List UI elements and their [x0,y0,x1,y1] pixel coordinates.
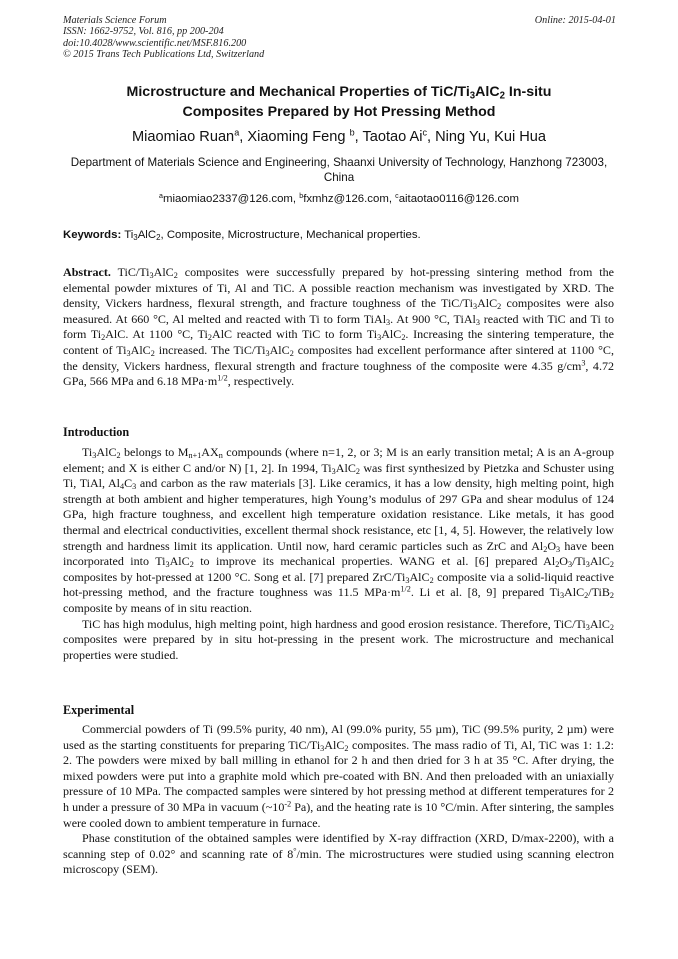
text-run: AlC [130,342,151,357]
text-run: was first synthesized by Pietzka and Schuster using Ti, TiAl, Al [63,460,614,491]
superscript: 3 [581,358,586,368]
text-run: to improve its mechanical properties. WANG et al. [6] prepared Al [193,554,556,569]
subscript: 3 [559,591,565,601]
subscript: 2 [101,333,106,343]
email-mark: c [395,192,399,200]
text-run: Ti [82,445,93,459]
subscript: 3 [126,349,131,359]
text-run: composites by hot-pressed at 1200 °C. Song et al. [7] prepared ZrC/Ti [63,569,406,584]
text-run: AlC [409,569,430,584]
author-list [63,128,615,146]
superscript: 1/2 [217,373,228,383]
text-run: belongs to M [120,445,189,459]
author-mark: c [422,127,428,138]
online-date: Online: 2015-04-01 [534,15,616,26]
keyword-subscript: 3 [133,232,138,242]
title-text: AlC [475,84,500,100]
text-run: AlC [564,585,585,600]
text-run: AlC [589,616,610,631]
subscript: 3 [132,482,137,492]
text-run: /Ti [572,554,586,569]
text-run: /TiB [588,585,610,600]
subscript: 2 [116,451,121,461]
superscript: 1/2 [400,584,411,594]
text-run: TiC has high modulus, high melting point, high hardness and good erosion resistance. Therefore, TiC/Ti [82,616,586,631]
journal-issn: ISSN: 1662-9752, Vol. 816, pp 200-204 [63,26,224,38]
subscript: 3 [149,271,154,281]
text-run: Pa), and the heating rate is 10 °C/min. After sintering, the samples were cooled down to ambient temperature in furnace. [63,799,614,830]
text-run: have been incorporated into Ti [63,538,615,569]
text-run: composite via a solid-liquid reactive hot-pressing method, and the fracture toughness was 11.5 MPa·m [63,569,614,600]
journal-copyright: © 2015 Trans Tech Publications Ltd, Switzerland [63,48,265,60]
keyword-subscript: 2 [156,232,161,242]
text-run: . Increasing the sintering temperature, the content of Ti [63,327,614,357]
email-mark: b [299,192,304,200]
text-run: , respectively. [227,374,295,389]
abstract [63,265,614,390]
subscript: 3 [331,466,336,476]
subscript: 3 [585,622,590,632]
subscript: 3 [320,743,325,753]
subscript: 2 [173,271,178,281]
subscript: 2 [584,591,589,601]
experimental-paragraph-1 [63,722,614,831]
subscript: 3 [556,544,561,554]
subscript: 2 [189,560,194,570]
email-mark: a [159,192,163,200]
subscript: 3 [265,349,270,359]
text-run: O [547,538,557,553]
subscript: 3 [585,560,590,570]
author-name: Miaomiao Ruan [131,129,235,145]
text-run: AlC [269,342,290,357]
subscript: 3 [567,560,573,570]
text-run: AlC [477,296,498,311]
text-run: AX [201,445,219,459]
email-list [63,192,615,207]
author-mark: a [234,127,240,138]
text-run: composites. The mass radio of Ti, Al, TiC was 1: 1.2: 2. The powders were mixed by ball milling in ethanol for 2 h and then dried for 3 h at 35 °C. After drying, the mixed powders were put into a graphite mold which pre-coated with BN. And then preloaded with an uniaxially pressure of 10 MPa. The compacted samples were sintered by hot pressing method at different temperatures for 2 h under a pressure of 30 MPa in vacuum (~10 [63,737,614,814]
text-run: . Li et al. [8, 9] prepared Ti [410,585,560,600]
text-run: , 4.72 GPa, 566 MPa and 6.18 MPa·m [63,358,614,389]
text-run: composite by means of in situ reaction. [63,600,253,615]
subscript: 2 [609,591,614,601]
email-address[interactable]: miaomiao2337@126.com, [162,193,300,205]
text-run: compounds (where n=1, 2, or 3; M is an early transition metal; A is an A-group element; and X is either C and/or N) [1, 2]. In 1994, Ti [63,445,614,475]
subscript: 2 [609,560,614,570]
introduction-heading: Introduction [63,425,130,439]
keyword-text: Ti [121,229,134,241]
text-run: AlC reacted with TiC to form Ti [212,327,378,342]
text-run: C [124,476,133,491]
subscript: 2 [355,466,360,476]
subscript: 3 [472,302,478,312]
text-run: AlC [96,445,117,459]
author-name: , Xiaoming Feng [239,129,350,145]
text-run: AlC [169,554,190,569]
superscript: -2 [284,799,292,809]
keywords [63,228,615,243]
subscript: 3 [386,317,391,327]
subscript: 3 [92,451,97,461]
subscript: n+1 [188,451,202,461]
journal-header [63,15,264,60]
subscript: 2 [609,622,614,632]
text-run: . At 900 °C, TiAl [390,311,476,326]
subscript: 2 [150,349,155,359]
journal-name: Materials Science Forum [63,15,167,26]
subscript: 2 [289,349,294,359]
subscript: n [218,451,223,461]
title-subscript: 3 [469,90,476,102]
title-line-1 [63,82,615,102]
experimental-paragraph-2 [63,831,614,878]
introduction-body [63,445,614,663]
text-run: composites were also measured. At 660 °C, Al melted and reacted with Ti to form TiAl [63,296,615,326]
text-run: O [559,554,568,569]
text-run: increased. The TiC/Ti [154,342,266,357]
introduction-paragraph-1 [63,445,614,617]
subscript: 2 [207,333,212,343]
subscript: 3 [475,317,480,327]
experimental-heading: Experimental [63,703,135,717]
author-mark: b [349,127,355,138]
subscript: 2 [401,333,406,343]
keyword-text: , Composite, Microstructure, Mechanical properties. [160,229,421,241]
text-run: TiC/Ti [110,265,150,279]
email-address[interactable]: aitaotao0116@126.com [398,193,519,205]
subscript: 2 [543,544,548,554]
text-run: /min. The microstructures were studied using scanning electron microscopy (SEM). [63,846,614,877]
keyword-text: AlC [137,229,157,241]
keywords-label: Keywords: [63,229,122,241]
text-run: AlC [153,265,174,279]
text-run: reacted with TiC and Ti to form Ti [63,311,615,342]
text-run: composites were prepared by in situ hot-pressing in the present work. The microstructure and mechanical properties were studied. [63,632,614,662]
text-run: Phase constitution of the obtained samples were identified by X-ray diffraction (XRD, D/max-2200), with a scanning step of 0.02° and scanning rate of 8 [63,831,614,861]
text-run: Commercial powders of Ti (99.5% purity, 40 nm), Al (99.0% purity, 55 µm), TiC (99.5% purity, 2 µm) were used as the starting constituents for preparing TiC/Ti [63,722,614,752]
text-run: composites had excellent performance after sintered at 1100 °C, the density, Vickers hardness, flexural strength and fracture toughness of the composite were 4.35 g/cm [63,342,614,373]
experimental-body [63,722,614,878]
title-line-2: Composites Prepared by Hot Pressing Method [182,104,496,120]
subscript: 3 [165,560,170,570]
subscript: 2 [555,560,560,570]
text-run: AlC [324,737,345,752]
subscript: 2 [429,575,434,585]
text-run: AlC [381,327,402,342]
superscript: ° [293,846,297,856]
email-address[interactable]: fxmhz@126.com, [303,193,396,205]
title-subscript: 2 [499,90,505,102]
subscript: 2 [497,302,502,312]
subscript: 3 [377,333,382,343]
text-run: AlC. At 1100 °C, Ti [105,327,208,342]
text-run: AlC [589,554,610,569]
title-text: Microstructure and Mechanical Properties of TiC/Ti [126,84,470,100]
subscript: 3 [405,575,410,585]
subscript: 2 [344,743,349,753]
paper-title [63,82,615,122]
journal-doi[interactable]: doi:10.4028/www.scientific.net/MSF.816.200 [63,37,247,49]
text-run: composites were successfully prepared by hot-pressing sintering method from the elemental powder mixtures of Ti, Al and TiC. A possible reaction mechanism was investigated by XRD. The density, Vickers hardness, flexural strength, and fracture toughness of the TiC/Ti [63,265,614,311]
subscript: 4 [120,482,125,492]
affiliation: Department of Materials Science and Engineering, Shaanxi University of Technology, Hanzhong 723003, China [70,156,608,184]
abstract-label: Abstract. [63,265,111,279]
introduction-paragraph-2 [63,617,614,664]
title-text: In-situ [504,84,552,100]
text-run: AlC [335,460,356,475]
author-name: , Ning Yu, Kui Hua [427,129,547,145]
text-run: and carbon as the raw materials [3]. Like ceramics, it has a low density, high melting point, high strength at both ambient and higher temperatures, high Young’s modulus of 297 GPa and shear modulus of 124 GPa, high fracture toughness, and excellent high temperature oxidation resistance. Like metals, it has good thermal and electrical conductivities, excellent thermal shock resistance, etc [1, 4, 5]. However, the relatively low strength and hardness limit its application. Until now, hard ceramic particles such as ZrC and Al [63,476,614,553]
author-name: , Taotao Ai [354,129,423,145]
